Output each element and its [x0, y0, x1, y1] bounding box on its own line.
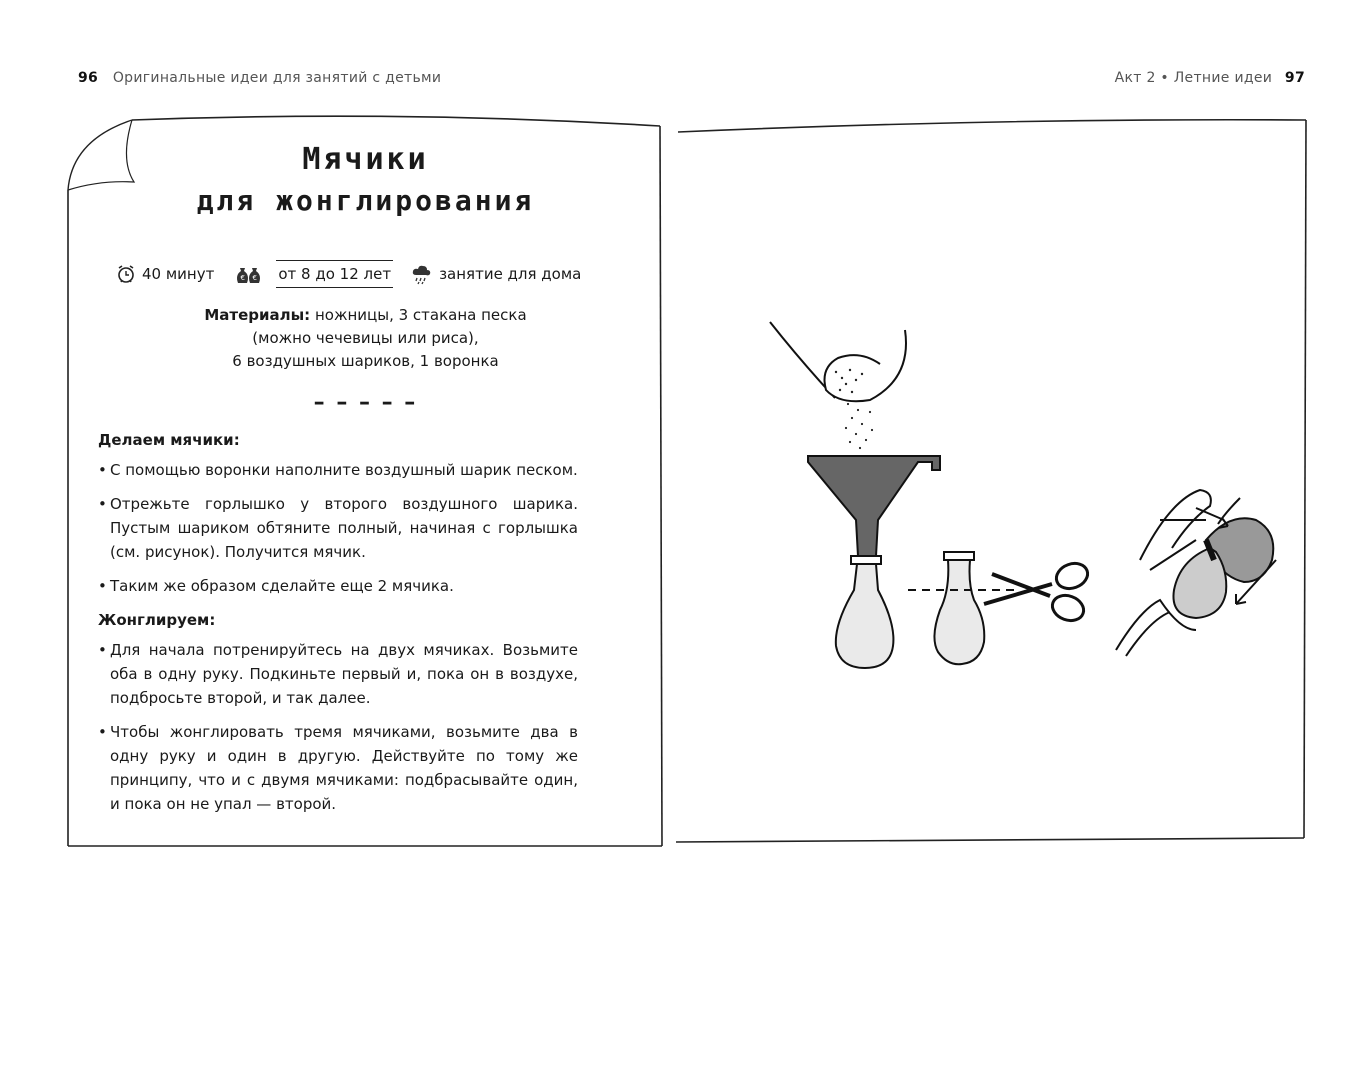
- sand-cup-drawing: [770, 322, 906, 449]
- list-item: • Таким же образом сделайте еще 2 мячика.: [98, 574, 578, 598]
- list-item: • С помощью воронки наполните воздушный шарик песком.: [98, 458, 578, 482]
- materials-line3: 6 воздушных шариков, 1 воронка: [232, 352, 499, 370]
- materials-line1: ножницы, 3 стакана песка: [314, 306, 527, 324]
- left-page-number: 96: [78, 70, 99, 86]
- section-heading-make: Делаем мячики:: [98, 431, 240, 449]
- hands-wrapping-drawing: [1116, 490, 1276, 656]
- activity-title-line2: для жонглирования: [196, 184, 535, 217]
- right-page-number: 97: [1284, 70, 1305, 86]
- sand-balloon-drawing: [836, 564, 894, 668]
- left-header-title: Оригинальные идеи для занятий с детьми: [112, 70, 442, 86]
- right-header-title: Акт 2 • Летние идеи: [1114, 70, 1273, 86]
- scissors-drawing: [984, 559, 1091, 624]
- age-range: от 8 до 12 лет: [276, 260, 393, 288]
- section-divider: – – – – –: [313, 390, 418, 415]
- list-item: • Для начала потренируйтесь на двух мячиках. Возьмите оба в одну руку. Подкиньте первый и, пока он в воздухе, подбросьте второй, и так далее.: [98, 638, 578, 710]
- materials-line2: (можно чечевицы или риса),: [252, 329, 479, 347]
- section-heading-juggle: Жонглируем:: [98, 611, 216, 629]
- materials-label: Материалы:: [204, 306, 311, 324]
- svg-text:€: €: [252, 274, 258, 282]
- list-item: • Чтобы жонглировать тремя мячиками, возьмите два в одну руку и один в другую. Действуйте по тому же принципу, что и с двумя мячиками: подбрасывайте один, и пока он не упал — второй.: [98, 720, 578, 816]
- duration-text: 40 минут: [142, 265, 215, 283]
- empty-balloon-drawing: [908, 552, 1020, 664]
- funnel-drawing: [808, 456, 940, 564]
- list-item: • Отрежьте горлышко у второго воздушного шарика. Пустым шариком обтяните полный, начиная с горлышка (см. рисунок). Получится мячик.: [98, 492, 578, 564]
- activity-title-line1: Мячики: [302, 142, 429, 177]
- place-text: занятие для дома: [439, 265, 582, 283]
- svg-text:€: €: [240, 274, 246, 282]
